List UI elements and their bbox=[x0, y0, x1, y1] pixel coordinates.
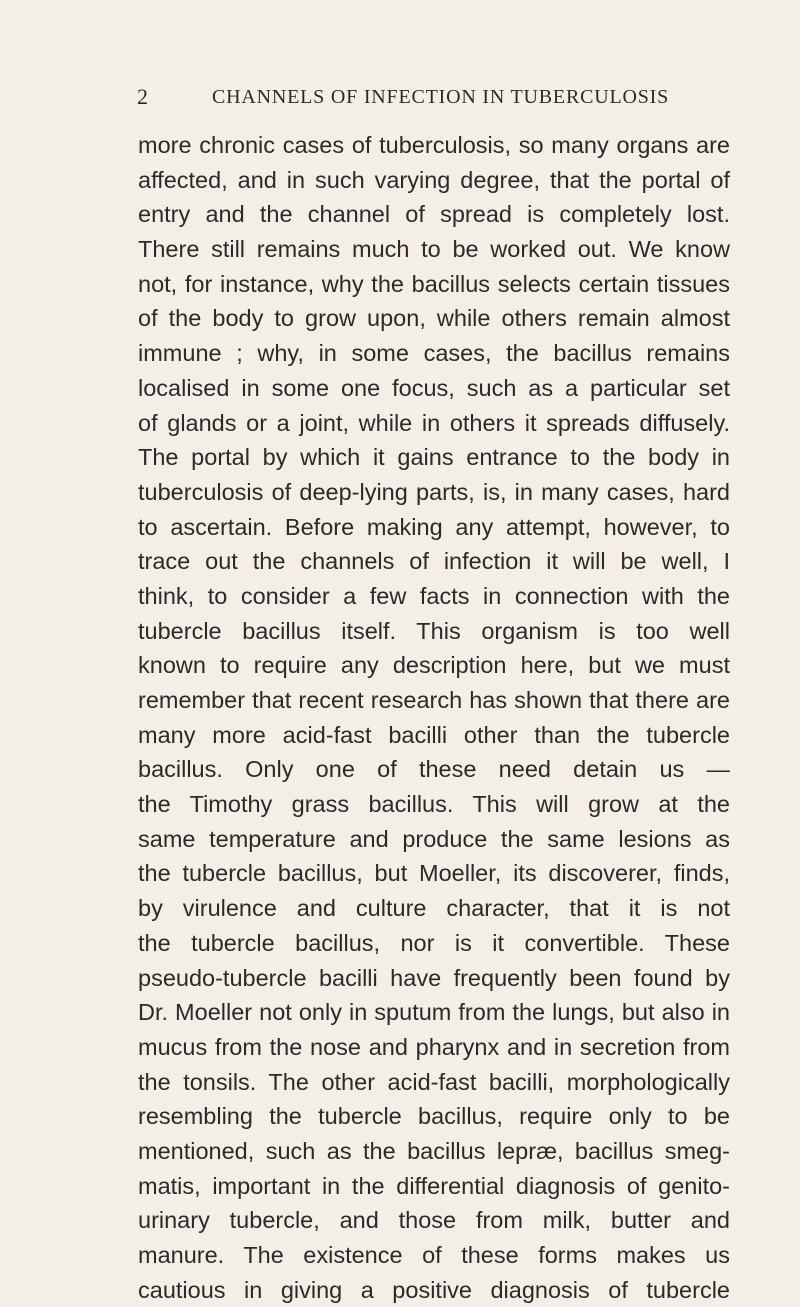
text-line: manure. The existence of these forms makes us bbox=[138, 1242, 730, 1268]
text-line: known to require any description here, but we must bbox=[138, 652, 730, 679]
text-line: the tubercle bacillus, nor is it convertible. These bbox=[138, 929, 730, 956]
text-line: pseudo-tubercle bacilli have frequently been found by bbox=[138, 964, 730, 991]
text-line: the Timothy grass bacillus. This will grow at the bbox=[138, 791, 730, 818]
text-line: cautious in giving a positive diagnosis of tubercle bbox=[138, 1276, 730, 1303]
text-line: not, for instance, why the bacillus selects certain tissues bbox=[138, 270, 730, 297]
text-line: Dr. Moeller not only in sputum from the lungs, but also in bbox=[138, 999, 730, 1026]
text-line: mucus from the nose and pharynx and in secretion from bbox=[138, 1033, 730, 1060]
text-line: of the body to grow upon, while others remain almost bbox=[138, 305, 730, 332]
text-line: bacillus. Only one of these need detain us — bbox=[138, 756, 730, 783]
text-line: localised in some one focus, such as a particular set bbox=[138, 374, 730, 401]
text-line: There still remains much to be worked out. We know bbox=[138, 236, 730, 263]
text-line: trace out the channels of infection it will be well, I bbox=[138, 548, 730, 575]
text-line: by virulence and culture character, that it is not bbox=[138, 895, 730, 922]
text-line: tubercle bacillus itself. This organism is too well bbox=[138, 617, 730, 644]
text-line: matis, important in the differential diagnosis of genito- bbox=[138, 1172, 730, 1199]
text-line: remember that recent research has shown that there are bbox=[138, 687, 730, 713]
text-line: more chronic cases of tuberculosis, so many organs are bbox=[138, 132, 730, 158]
body-text bbox=[138, 128, 730, 1307]
text-line: mentioned, such as the bacillus lepræ, bacillus smeg- bbox=[138, 1137, 730, 1164]
text-line: The portal by which it gains entrance to the body in bbox=[138, 444, 730, 471]
text-line: entry and the channel of spread is completely lost. bbox=[138, 201, 730, 228]
running-head bbox=[0, 82, 800, 112]
text-line: tuberculosis of deep-lying parts, is, in many cases, hard bbox=[138, 478, 730, 505]
text-line: of glands or a joint, while in others it spreads diffusely. bbox=[138, 409, 730, 436]
text-line: same temperature and produce the same lesions as bbox=[138, 825, 730, 852]
text-line: urinary tubercle, and those from milk, butter and bbox=[138, 1207, 730, 1234]
text-line: think, to consider a few facts in connection with the bbox=[138, 582, 730, 609]
text-line: resembling the tubercle bacillus, require only to be bbox=[138, 1103, 730, 1130]
running-title: CHANNELS OF INFECTION IN TUBERCULOSIS bbox=[212, 86, 670, 108]
text-line: affected, and in such varying degree, that the portal of bbox=[138, 166, 730, 193]
text-line: the tubercle bacillus, but Moeller, its discoverer, finds, bbox=[138, 860, 730, 887]
text-line: many more acid-fast bacilli other than the tubercle bbox=[138, 721, 730, 748]
text-line: immune ; why, in some cases, the bacillus remains bbox=[138, 340, 730, 367]
text-line: to ascertain. Before making any attempt, however, to bbox=[138, 513, 730, 540]
page-number: 2 bbox=[137, 84, 149, 109]
text-line: the tonsils. The other acid-fast bacilli, morphologically bbox=[138, 1068, 730, 1095]
